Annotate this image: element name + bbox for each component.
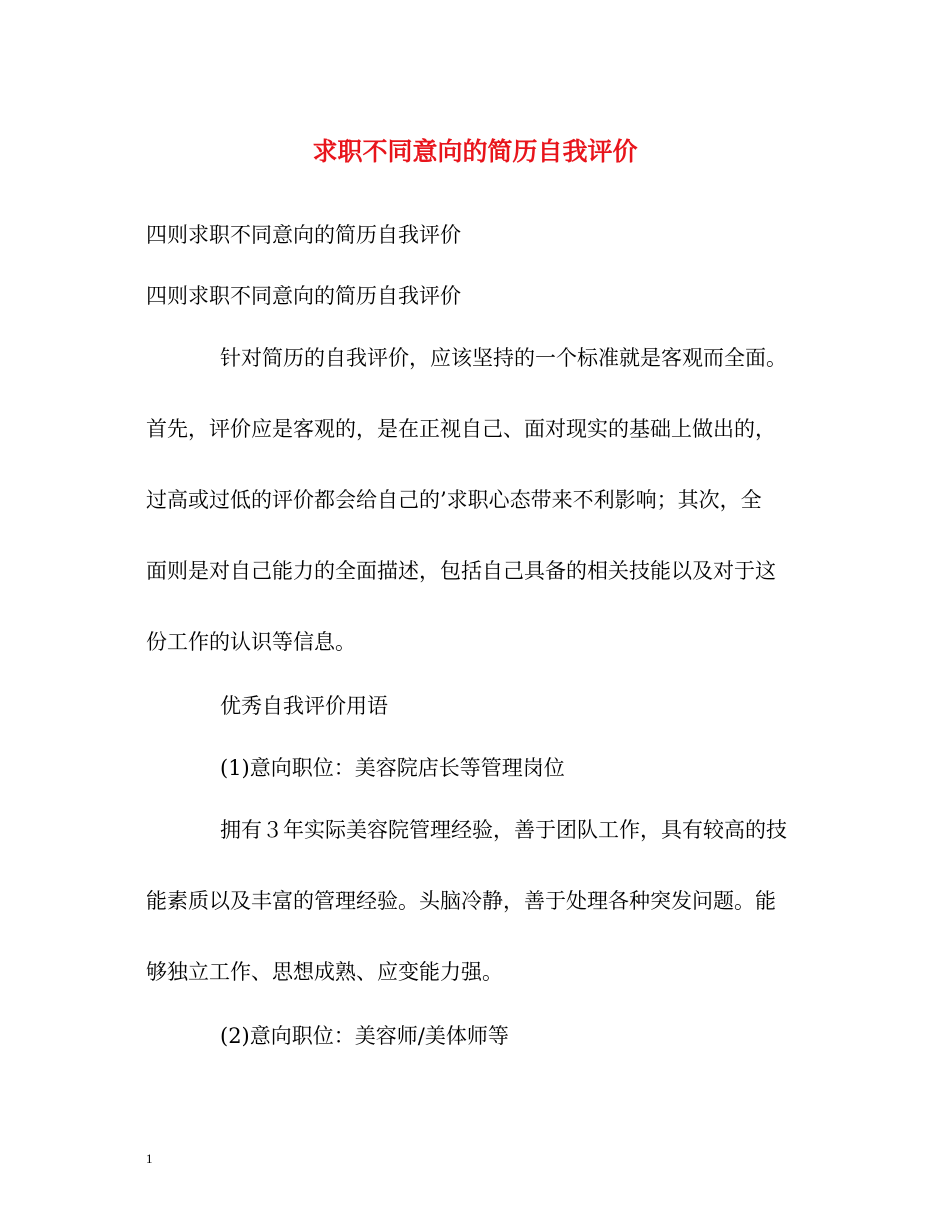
paragraph-intro-line-1: 针对简历的自我评价，应该坚持的一个标准就是客观而全面。 — [220, 346, 787, 370]
position-2-heading: (2)意向职位：美容师/美体师等 — [220, 1024, 509, 1048]
page-number: 1 — [146, 1151, 153, 1166]
position-1-line-1: 拥有３年实际美容院管理经验，善于团队工作，具有较高的技 — [220, 818, 787, 842]
paragraph-intro-line-5: 份工作的认识等信息。 — [146, 630, 356, 654]
position-1-line-3: 够独立工作、思想成熟、应变能力强。 — [146, 960, 503, 984]
position-1-heading: (1)意向职位：美容院店长等管理岗位 — [220, 756, 565, 780]
paragraph-intro-line-3: 过高或过低的评价都会给自己的’求职心态带来不利影响；其次，全 — [146, 488, 762, 512]
section-heading: 优秀自我评价用语 — [220, 694, 388, 718]
paragraph-intro-line-2: 首先，评价应是客观的，是在正视自己、面对现实的基础上做出的， — [146, 417, 776, 441]
subtitle-line-2: 四则求职不同意向的简历自我评价 — [146, 284, 461, 308]
document-title: 求职不同意向的简历自我评价 — [312, 137, 638, 166]
paragraph-intro-line-4: 面则是对自己能力的全面描述，包括自己具备的相关技能以及对于这 — [146, 559, 776, 583]
subtitle-line-1: 四则求职不同意向的简历自我评价 — [146, 223, 461, 247]
position-1-line-2: 能素质以及丰富的管理经验。头脑冷静，善于处理各种突发问题。能 — [146, 889, 776, 913]
